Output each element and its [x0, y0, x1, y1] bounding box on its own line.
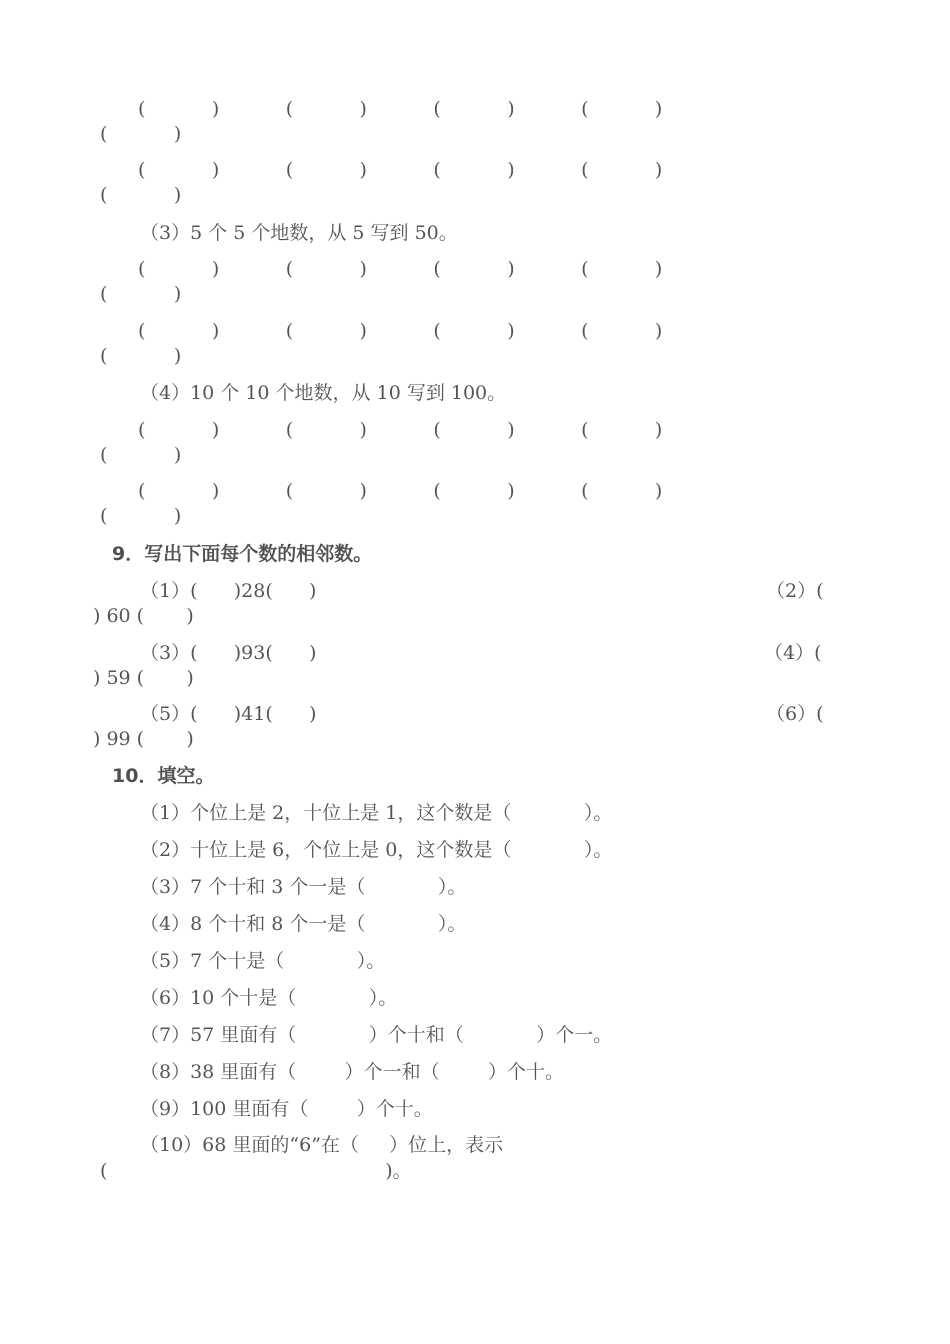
- q9-item-left[interactable]: （3）( )93( ): [140, 642, 317, 664]
- q10-item[interactable]: （4）8 个十和 8 个一是（ ）。: [140, 913, 467, 935]
- q10-item[interactable]: （2）十位上是 6，个位上是 0，这个数是（ ）。: [140, 839, 613, 861]
- blank-row-wrap[interactable]: ( ): [100, 123, 182, 145]
- q10-item[interactable]: （7）57 里面有（ ）个十和（ ）个一。: [140, 1024, 613, 1046]
- blank-row-wrap[interactable]: ( ): [100, 184, 182, 206]
- q9-item-left[interactable]: （5）( )41( ): [140, 703, 317, 725]
- blank-row[interactable]: ( ) ( ) ( ) ( ): [138, 98, 663, 120]
- q10-item[interactable]: （5）7 个十是（ ）。: [140, 950, 386, 972]
- q10-item[interactable]: （6）10 个十是（ ）。: [140, 987, 398, 1009]
- q10-item[interactable]: （9）100 里面有（ ）个十。: [140, 1098, 433, 1120]
- blank-row-wrap[interactable]: ( ): [100, 444, 182, 466]
- q9-item-cont[interactable]: ) 99 ( ): [93, 728, 194, 750]
- q8-part3-instruction: （3）5 个 5 个地数，从 5 写到 50。: [140, 222, 458, 244]
- blank-row[interactable]: ( ) ( ) ( ) ( ): [138, 419, 663, 441]
- q9-item-right[interactable]: （6）(: [766, 703, 824, 725]
- q9-item-right[interactable]: （2）(: [766, 580, 824, 602]
- q9-item-right[interactable]: （4）(: [764, 642, 822, 664]
- blank-row[interactable]: ( ) ( ) ( ) ( ): [138, 159, 663, 181]
- q10-item[interactable]: （3）7 个十和 3 个一是（ ）。: [140, 876, 467, 898]
- blank-row[interactable]: ( ) ( ) ( ) ( ): [138, 480, 663, 502]
- blank-row-wrap[interactable]: ( ): [100, 505, 182, 527]
- q10-item-cont[interactable]: ( )。: [100, 1160, 412, 1182]
- q10-item[interactable]: （8）38 里面有（ ）个一和（ ）个十。: [140, 1061, 564, 1083]
- q8-part4-instruction: （4）10 个 10 个地数，从 10 写到 100。: [140, 382, 507, 404]
- q9-title: 9．写出下面每个数的相邻数。: [112, 543, 373, 565]
- blank-row-wrap[interactable]: ( ): [100, 283, 182, 305]
- blank-row[interactable]: ( ) ( ) ( ) ( ): [138, 320, 663, 342]
- q10-title: 10．填空。: [112, 765, 215, 787]
- q9-item-cont[interactable]: ) 60 ( ): [93, 605, 194, 627]
- q10-item[interactable]: （1）个位上是 2，十位上是 1，这个数是（ ）。: [140, 802, 613, 824]
- blank-row-wrap[interactable]: ( ): [100, 345, 182, 367]
- q9-item-left[interactable]: （1）( )28( ): [140, 580, 317, 602]
- blank-row[interactable]: ( ) ( ) ( ) ( ): [138, 258, 663, 280]
- q9-item-cont[interactable]: ) 59 ( ): [93, 667, 194, 689]
- q10-item[interactable]: （10）68 里面的“6”在（ ）位上，表示: [140, 1134, 504, 1156]
